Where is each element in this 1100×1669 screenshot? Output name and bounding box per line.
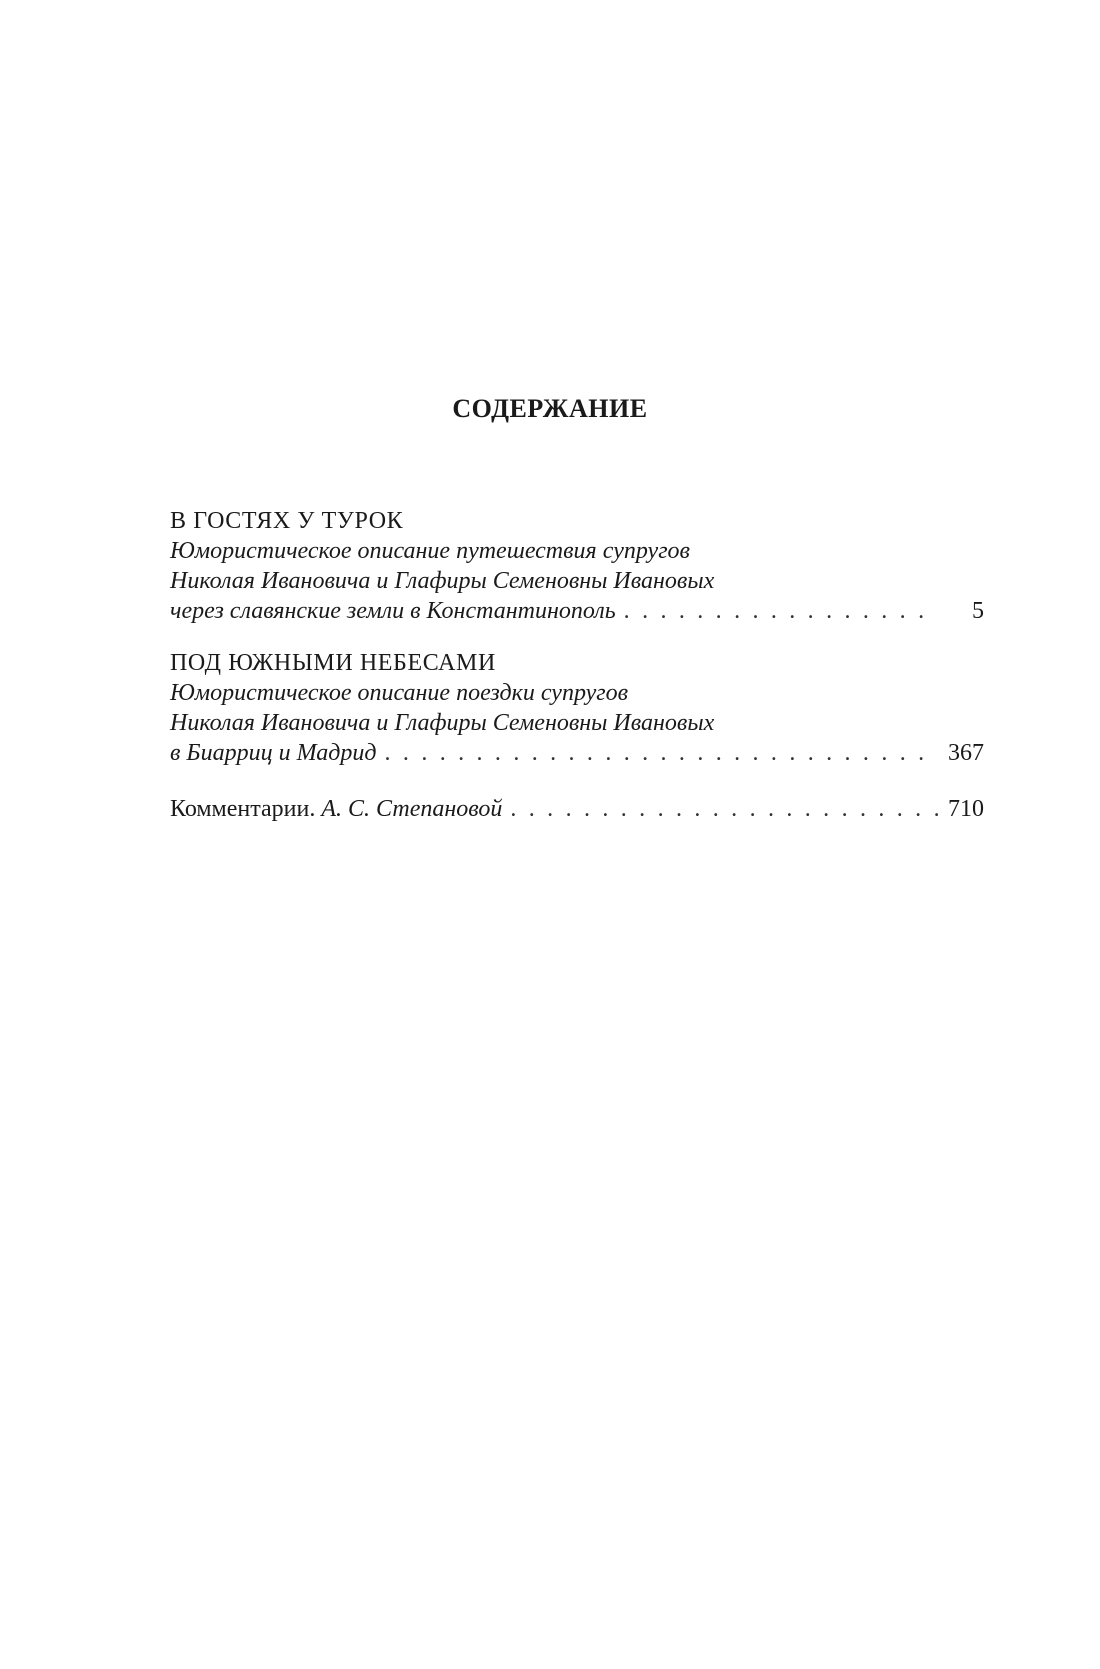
toc-entry-leader-line [170,738,984,768]
toc-entry[interactable] [170,506,984,626]
toc-entry-subtitle-line: Николая Ивановича и Глафиры Семеновны Ивановых [170,710,715,736]
toc-entry-page-number: 710 [948,796,984,822]
dot-leader [385,738,938,768]
page-title: СОДЕРЖАНИЕ [452,394,648,423]
toc-entry[interactable] [170,794,984,824]
toc-entry-author: А. С. Степановой [321,796,503,822]
toc-entry-label-text: Комментарии. [170,796,316,822]
toc-entry-title: В ГОСТЯХ У ТУРОК [170,508,404,534]
toc-entry-subtitle-line: Юмористическое описание путешествия супругов [170,538,690,564]
toc-entry-title: ПОД ЮЖНЫМИ НЕБЕСАМИ [170,650,496,676]
toc-entry-subtitle-line: Юмористическое описание поездки супругов [170,680,629,706]
toc-entry[interactable] [170,648,984,768]
toc-entry-label [170,794,502,824]
dot-leader [510,794,938,824]
toc-entry-leader-line [170,794,984,824]
toc-entry-page-number: 5 [972,598,984,624]
toc-entry-page-number: 367 [948,740,984,766]
toc-entry-leader-line [170,596,984,626]
toc-entry-subtitle-last-line: в Биарриц и Мадрид [170,740,377,766]
table-of-contents [170,506,984,824]
toc-entry-subtitle-line: Николая Ивановича и Глафиры Семеновны Ивановых [170,568,715,594]
toc-entry-subtitle-last-line: через славянские земли в Константинополь [170,598,616,624]
dot-leader [624,596,938,626]
